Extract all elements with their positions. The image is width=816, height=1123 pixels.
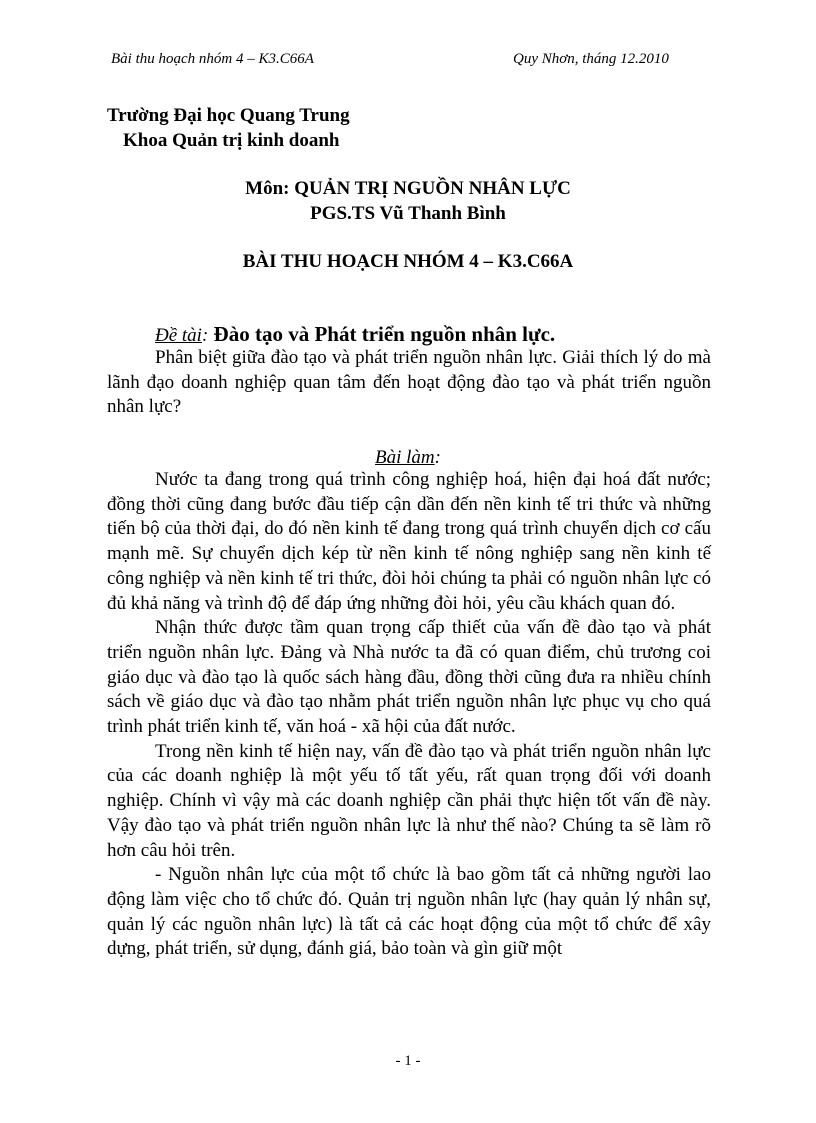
question-text: Phân biệt giữa đào tạo và phát triển nguồn nhân lực. Giải thích lý do mà lãnh đạo doanh nghiệp quan tâm đến hoạt động đào tạo và phát triển nguồn nhân lực? xyxy=(107,347,711,418)
header-left-text: Bài thu hoạch nhóm 4 – K3.C66A xyxy=(111,51,314,67)
school-name: Trường Đại học Quang Trung xyxy=(107,105,350,126)
answer-heading-colon: : xyxy=(434,447,441,468)
topic-colon: : xyxy=(201,325,209,346)
course-teacher: PGS.TS Vũ Thanh Bình xyxy=(310,203,506,224)
topic-label: Đề tài xyxy=(155,325,202,346)
course-subject: Môn: QUẢN TRỊ NGUỒN NHÂN LỰC xyxy=(245,178,571,199)
paragraph: Trong nền kinh tế hiện nay, vấn đề đào tạo và phát triển nguồn nhân lực của các doanh nghiệp là một yếu tố tất yếu, rất quan trọng đối với doanh nghiệp. Chính vì vậy mà các doanh nghiệp cần phải thực hiện tốt vấn đề này. Vậy đào tạo và phát triển nguồn nhân lực là như thế nào? Chúng ta sẽ làm rõ hơn câu hỏi trên. xyxy=(107,740,711,861)
answer-heading-label: Bài làm xyxy=(375,447,435,468)
header-right-text: Quy Nhơn, tháng 12.2010 xyxy=(513,51,669,67)
paragraph: - Nguồn nhân lực của một tổ chức là bao gồm tất cả những người lao động làm việc cho tổ chức đó. Quản trị nguồn nhân lực (hay quản lý nhân sự, quản lý các nguồn nhân lực) là tất cả các hoạt động của một tổ chức để xây dựng, phát triển, sử dụng, đánh giá, bảo toàn và gìn giữ một xyxy=(107,864,711,960)
report-title: BÀI THU HOẠCH NHÓM 4 – K3.C66A xyxy=(242,251,574,272)
answer-heading xyxy=(0,445,816,470)
page-number: - 1 - xyxy=(395,1053,421,1069)
faculty-name: Khoa Quản trị kinh doanh xyxy=(123,130,340,151)
essay-body xyxy=(107,468,711,962)
topic-title: Đào tạo và Phát triển nguồn nhân lực. xyxy=(213,322,556,346)
paragraph: Nhận thức được tầm quan trọng cấp thiết của vấn đề đào tạo và phát triển nguồn nhân lực. Đảng và Nhà nước ta đã có quan điểm, chủ trương coi giáo dục và đào tạo là quốc sách hàng đầu, đồng thời cũng đưa ra nhiều chính sách về giáo dục và đào tạo nhằm phát triển nguồn nhân lực phục vụ cho quá trình phát triển kinh tế, văn hoá - xã hội của đất nước. xyxy=(107,617,711,738)
paragraph: Nước ta đang trong quá trình công nghiệp hoá, hiện đại hoá đất nước; đồng thời cũng đang bước đầu tiếp cận dần đến nền kinh tế tri thức và những tiến bộ của thời đại, do đó nền kinh tế đang trong quá trình chuyển dịch cơ cấu mạnh mẽ. Sự chuyển dịch kép từ nền kinh tế nông nghiệp sang nền kinh tế công nghiệp và nền kinh tế tri thức, đòi hỏi chúng ta phải có nguồn nhân lực có đủ khả năng và trình độ để đáp ứng những đòi hỏi, yêu cầu khách quan đó. xyxy=(107,469,711,614)
question-block xyxy=(107,346,711,420)
